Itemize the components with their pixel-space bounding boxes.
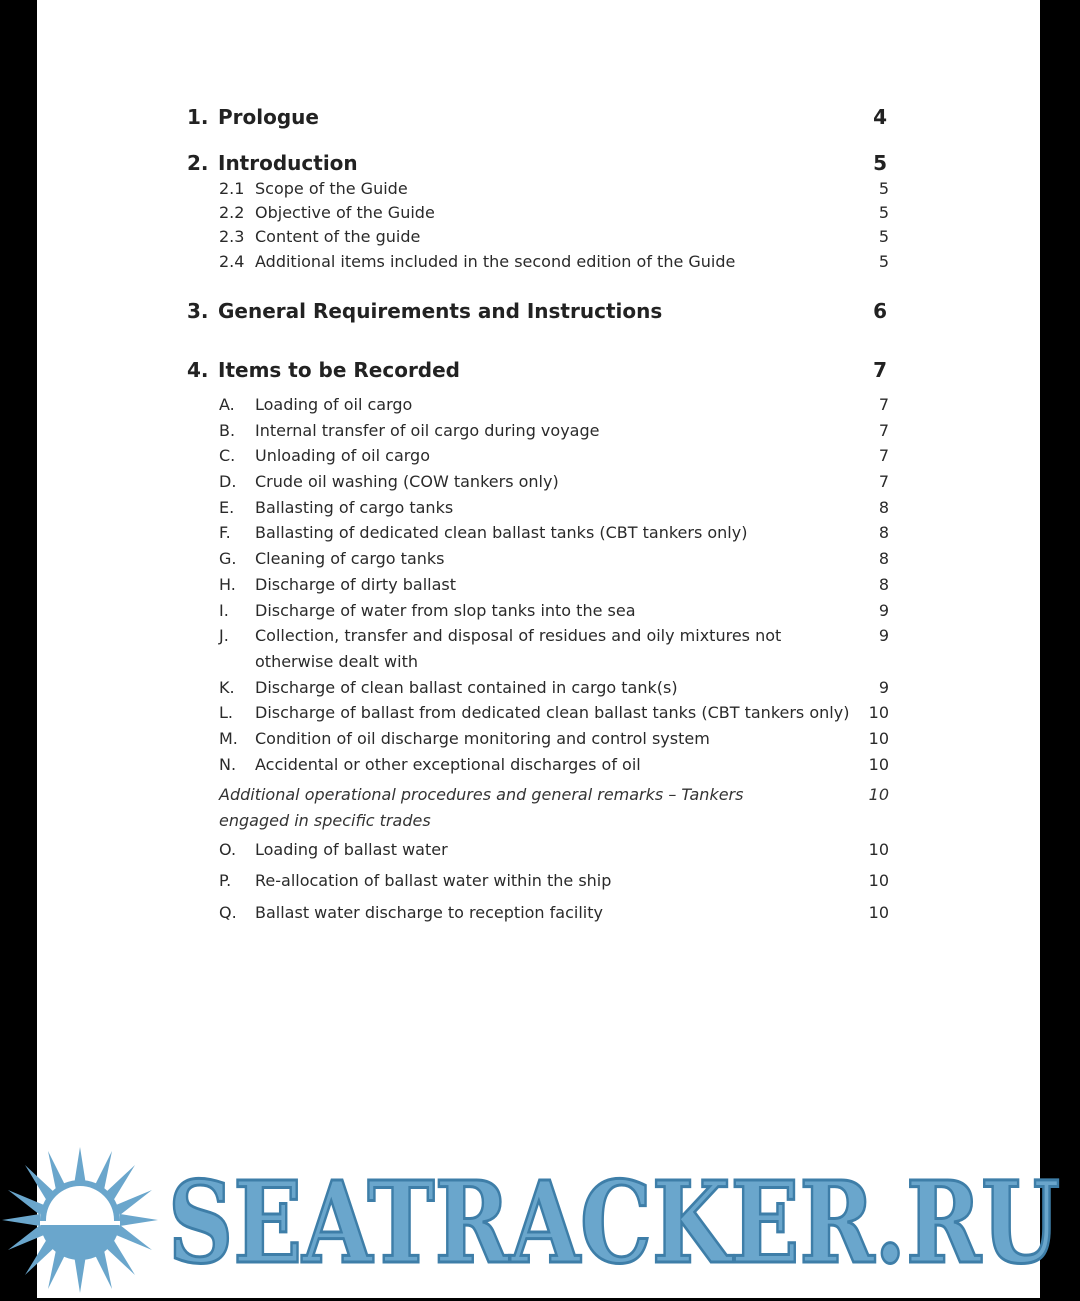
section-title: Re-allocation of ballast water within the ship (255, 871, 612, 890)
section-title: Loading of oil cargo (255, 395, 413, 414)
section-number: H. (219, 575, 236, 594)
section-title: Ballasting of dedicated clean ballast tanks (CBT tankers only) (255, 523, 748, 542)
toc-section-L[interactable] (37, 702, 1040, 726)
note-title: Additional operational procedures and general remarks – Tankers engaged in specific trades (219, 785, 744, 830)
section-number: M. (219, 729, 238, 748)
section-page: 9 (878, 601, 889, 620)
chapter-number: 3. (187, 299, 209, 323)
toc-section-G[interactable] (37, 548, 1040, 572)
section-page: 5 (878, 203, 889, 222)
toc-section-2-1[interactable] (37, 178, 1040, 202)
section-page: 8 (878, 523, 889, 542)
section-page: 10 (868, 903, 889, 922)
section-number: 2.2 (219, 203, 245, 222)
section-page: 10 (868, 703, 889, 722)
section-title: Cleaning of cargo tanks (255, 549, 445, 568)
document-page (37, 0, 1040, 1298)
toc-note-specific-trades[interactable] (37, 782, 1040, 834)
section-title: Condition of oil discharge monitoring and control system (255, 729, 710, 748)
section-page: 7 (878, 421, 889, 440)
toc-section-A[interactable] (37, 394, 1040, 418)
section-number: C. (219, 446, 236, 465)
section-title: Internal transfer of oil cargo during voyage (255, 421, 600, 440)
chapter-number: 2. (187, 151, 209, 175)
section-title: Discharge of dirty ballast (255, 575, 457, 594)
toc-section-F[interactable] (37, 522, 1040, 546)
section-number: F. (219, 523, 231, 542)
toc-section-2-4[interactable] (37, 251, 1040, 275)
toc-chapter-3[interactable] (37, 298, 1040, 326)
section-title: Discharge of ballast from dedicated clean ballast tanks (CBT tankers only) (255, 703, 850, 722)
toc-chapter-2[interactable] (37, 150, 1040, 178)
section-page: 10 (868, 840, 889, 859)
toc-section-2-2[interactable] (37, 202, 1040, 226)
chapter-title: Prologue (218, 105, 319, 129)
toc-section-C[interactable] (37, 445, 1040, 469)
table-of-contents (37, 0, 1040, 1298)
section-page: 7 (878, 395, 889, 414)
section-title: Ballasting of cargo tanks (255, 498, 454, 517)
watermark-text (168, 1162, 1068, 1282)
toc-section-N[interactable] (37, 754, 1040, 778)
toc-section-I[interactable] (37, 600, 1040, 624)
section-title: Collection, transfer and disposal of residues and oily mixtures not otherwise dealt with (255, 626, 782, 671)
section-page: 9 (878, 678, 889, 697)
chapter-number: 4. (187, 358, 209, 382)
section-number: O. (219, 840, 237, 859)
section-number: I. (219, 601, 229, 620)
toc-section-M[interactable] (37, 728, 1040, 752)
section-title: Accidental or other exceptional discharges of oil (255, 755, 641, 774)
section-title: Objective of the Guide (255, 203, 435, 222)
section-page: 5 (878, 179, 889, 198)
section-title: Discharge of clean ballast contained in cargo tank(s) (255, 678, 678, 697)
toc-section-H[interactable] (37, 574, 1040, 598)
section-page: 5 (878, 227, 889, 246)
toc-section-J[interactable] (37, 623, 1040, 675)
section-title: Ballast water discharge to reception facility (255, 903, 603, 922)
section-page: 10 (868, 755, 889, 774)
section-title: Discharge of water from slop tanks into the sea (255, 601, 636, 620)
section-title: Loading of ballast water (255, 840, 448, 859)
section-title: Content of the guide (255, 227, 421, 246)
section-number: 2.3 (219, 227, 245, 246)
toc-section-E[interactable] (37, 497, 1040, 521)
chapter-page: 5 (873, 151, 887, 175)
section-number: N. (219, 755, 237, 774)
toc-section-P[interactable] (37, 870, 1040, 894)
toc-section-B[interactable] (37, 420, 1040, 444)
toc-section-K[interactable] (37, 677, 1040, 701)
sun-logo-icon (0, 1145, 160, 1295)
chapter-page: 7 (873, 358, 887, 382)
section-number: D. (219, 472, 237, 491)
toc-chapter-1[interactable] (37, 104, 1040, 132)
toc-chapter-4[interactable] (37, 357, 1040, 385)
section-number: B. (219, 421, 236, 440)
section-title: Scope of the Guide (255, 179, 408, 198)
chapter-title: Introduction (218, 151, 358, 175)
section-title: Additional items included in the second edition of the Guide (255, 252, 736, 271)
chapter-title: General Requirements and Instructions (218, 299, 663, 323)
toc-section-Q[interactable] (37, 902, 1040, 926)
section-title: Unloading of oil cargo (255, 446, 430, 465)
toc-section-2-3[interactable] (37, 226, 1040, 250)
section-page: 5 (878, 252, 889, 271)
chapter-page: 6 (873, 299, 887, 323)
chapter-title: Items to be Recorded (218, 358, 461, 382)
section-number: Q. (219, 903, 237, 922)
section-page: 9 (878, 626, 889, 645)
section-page: 8 (878, 549, 889, 568)
toc-section-O[interactable] (37, 839, 1040, 863)
watermark-label: SEATRACKER.RU (168, 1162, 1060, 1282)
section-number: L. (219, 703, 233, 722)
section-page: 10 (868, 729, 889, 748)
section-number: K. (219, 678, 235, 697)
section-number: P. (219, 871, 232, 890)
section-number: J. (219, 626, 229, 645)
section-number: 2.4 (219, 252, 245, 271)
section-page: 10 (868, 871, 889, 890)
section-page: 8 (878, 575, 889, 594)
toc-section-D[interactable] (37, 471, 1040, 495)
chapter-number: 1. (187, 105, 209, 129)
section-number: A. (219, 395, 235, 414)
chapter-page: 4 (873, 105, 887, 129)
section-number: G. (219, 549, 237, 568)
note-page: 10 (868, 785, 889, 804)
section-page: 8 (878, 498, 889, 517)
section-number: 2.1 (219, 179, 245, 198)
section-number: E. (219, 498, 235, 517)
section-page: 7 (878, 446, 889, 465)
section-title: Crude oil washing (COW tankers only) (255, 472, 559, 491)
section-page: 7 (878, 472, 889, 491)
